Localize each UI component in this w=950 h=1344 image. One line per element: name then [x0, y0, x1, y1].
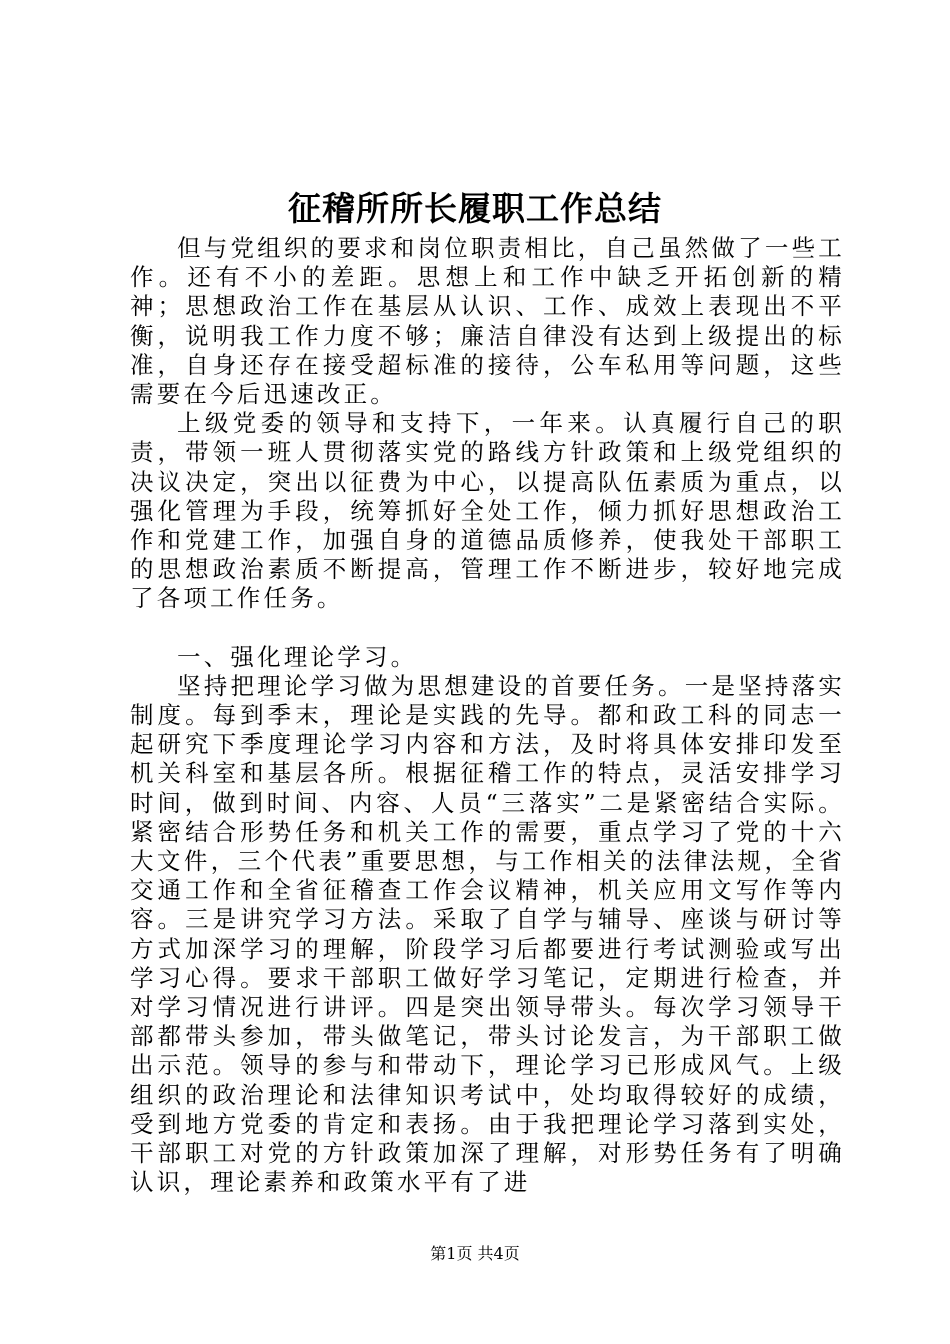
page-footer: 第1页 共4页 [430, 1244, 520, 1263]
paragraph-shortcomings: 但与党组织的要求和岗位职责相比，自己虽然做了一些工作。还有不小的差距。思想上和工作中缺乏开拓创新的精神；思想政治工作在基层从认识、工作、成效上表现出不平衡，说明我工作力度不够；廉洁自律没有达到上级提出的标准，自身还存在接受超标准的接待，公车私用等问题，这些需要在今后迅速改正。 [130, 234, 845, 409]
section-heading-theory-study: 一、强化理论学习。 [177, 642, 418, 671]
paragraph-theory-study: 坚持把理论学习做为思想建设的首要任务。一是坚持落实制度。每到季末，理论是实践的先导。都和政工科的同志一起研究下季度理论学习内容和方法，及时将具体安排印发至机关科室和基层各所。根据征稽工作的特点，灵活安排学习时间，做到时间、内容、人员“三落实”二是紧密结合实际。紧密结合形势任务和机关工作的需要，重点学习了党的十六大文件，三个代表”重要思想，与工作相关的法律法规，全省交通工作和全省征稽查工作会议精神，机关应用文写作等内容。三是讲究学习方法。采取了自学与辅导、座谈与研讨等方式加深学习的理解，阶段学习后都要进行考试测验或写出学习心得。要求干部职工做好学习笔记，定期进行检查，并对学习情况进行讲评。四是突出领导带头。每次学习领导干部都带头参加，带头做笔记，带头讨论发言，为干部职工做出示范。领导的参与和带动下，理论学习已形成风气。上级组织的政治理论和法律知识考试中，处均取得较好的成绩，受到地方党委的肯定和表扬。由于我把理论学习落到实处，干部职工对党的方针政策加深了理解，对形势任务有了明确认识，理论素养和政策水平有了进 [130, 671, 845, 1197]
document-body [130, 234, 845, 1198]
document-title: 征稽所所长履职工作总结 [288, 189, 662, 228]
paragraph-overview: 上级党委的领导和支持下，一年来。认真履行自己的职责，带领一班人贯彻落实党的路线方针政策和上级党组织的决议决定，突出以征费为中心，以提高队伍素质为重点，以强化管理为手段，统筹抓好全处工作，倾力抓好思想政治工作和党建工作，加强自身的道德品质修养，使我处干部职工的思想政治素质不断提高，管理工作不断进步，较好地完成了各项工作任务。 [130, 409, 845, 613]
paragraph-spacer [130, 614, 845, 643]
